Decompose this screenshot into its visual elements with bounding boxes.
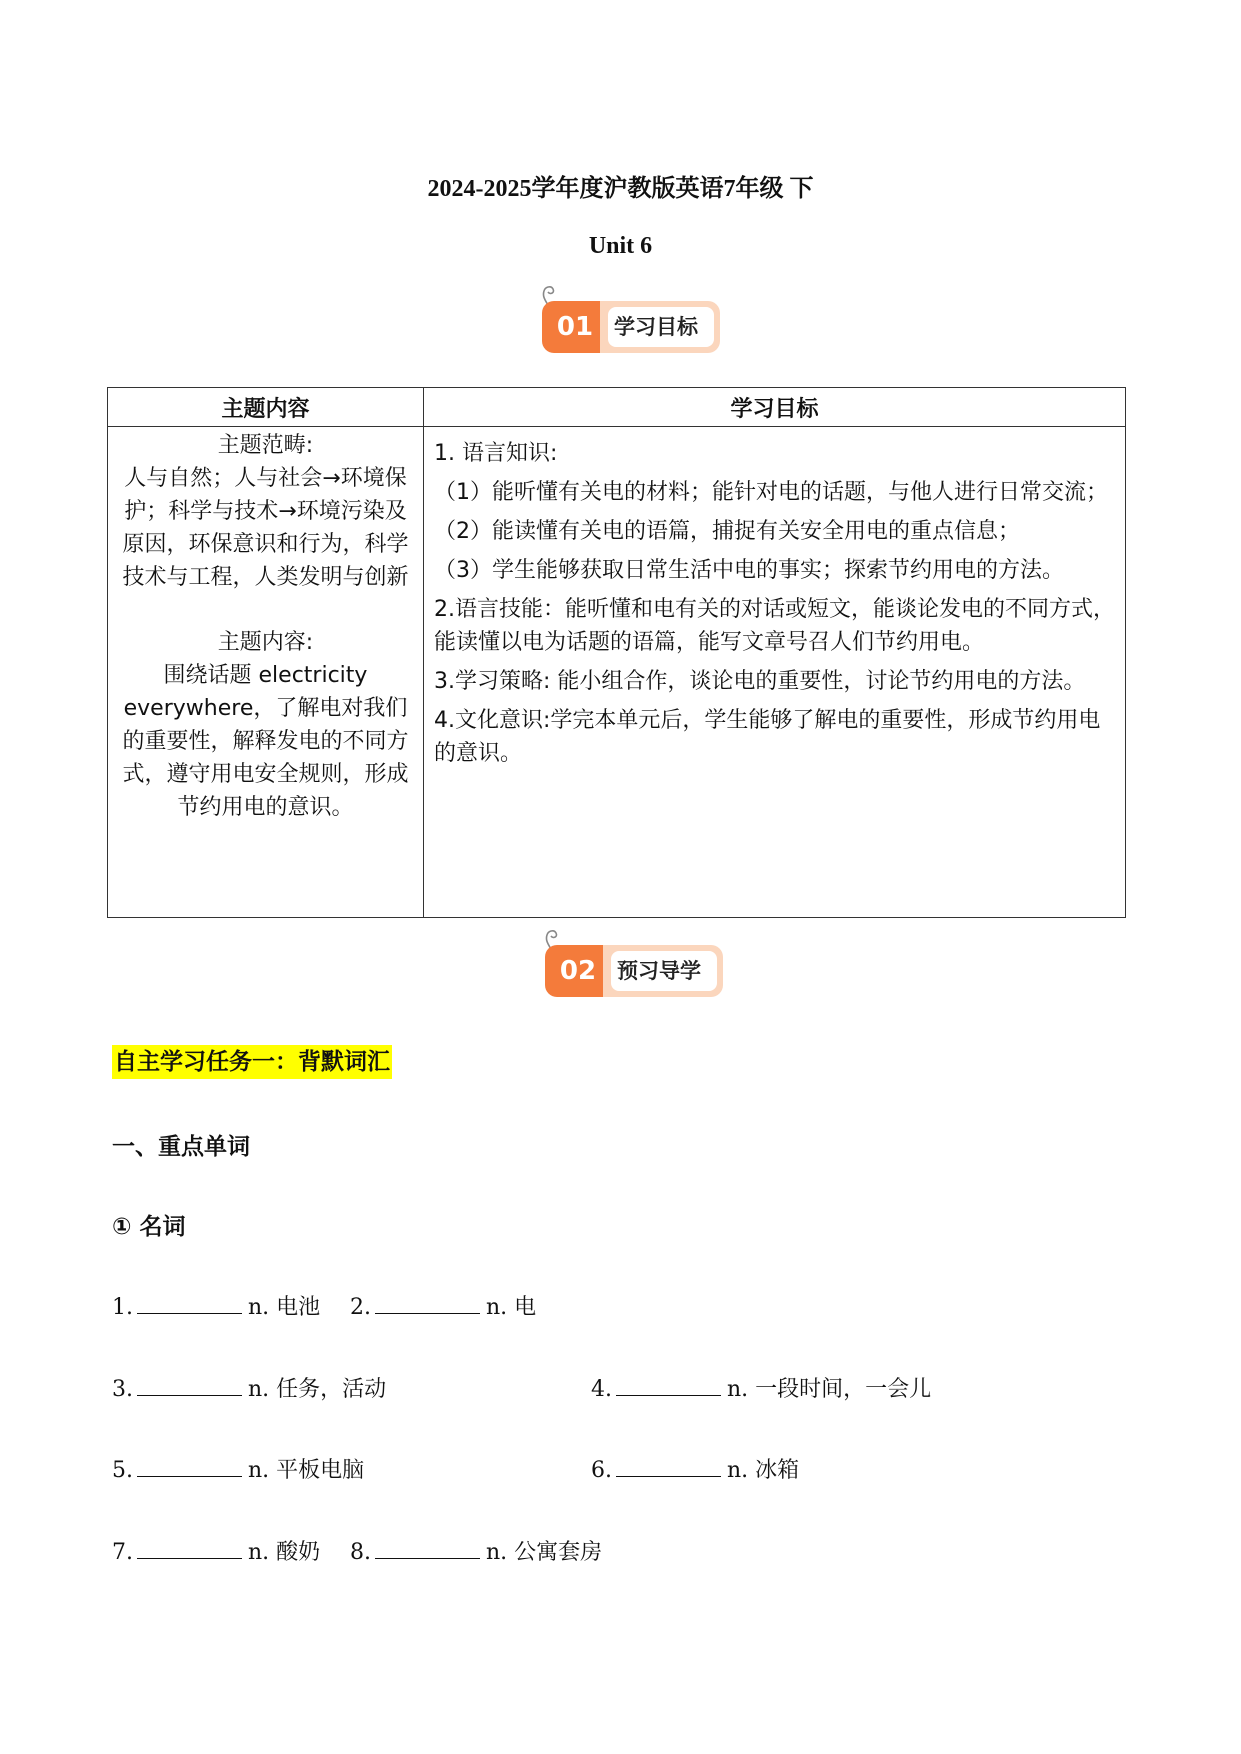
- goal-line: 2.语言技能：能听懂和电有关的对话或短文，能谈论发电的不同方式，能读懂以电为话题的语篇，能写文章号召人们节约用电。: [434, 597, 1115, 655]
- section-badge-preview: [541, 927, 731, 997]
- section-label: 预习导学: [611, 951, 717, 991]
- vocab-item: 6. n. 冰箱: [591, 1453, 799, 1484]
- answer-blank[interactable]: [137, 1291, 242, 1314]
- content-title: 主题内容:: [217, 630, 314, 655]
- vocab-item: 7. n. 酸奶: [112, 1535, 320, 1566]
- vocab-item: 2. n. 电: [350, 1290, 536, 1321]
- task-heading: 自主学习任务一：背默词汇: [112, 1045, 392, 1079]
- section-label: 学习目标: [608, 307, 714, 347]
- vocab-item: 4. n. 一段时间，一会儿: [591, 1372, 931, 1403]
- section-badge-objectives: [538, 283, 728, 353]
- section-number: 01: [542, 301, 608, 353]
- answer-blank[interactable]: [616, 1454, 721, 1477]
- goal-line: （1）能听懂有关电的材料；能针对电的话题，与他人进行日常交流；: [434, 480, 1108, 505]
- scope-text: 人与自然；人与社会→环境保护；科学与技术→环境污染及原因，环保意识和行为，科学技术与工程，人类发明与创新: [122, 466, 409, 590]
- vocab-item: 3. n. 任务，活动: [112, 1372, 386, 1403]
- theme-cell: [108, 427, 424, 918]
- answer-blank[interactable]: [137, 1536, 242, 1559]
- unit-title: Unit 6: [588, 233, 653, 259]
- answer-blank[interactable]: [137, 1373, 242, 1396]
- scope-title: 主题范畴:: [217, 433, 314, 458]
- table-header-goals: 学习目标: [424, 388, 1126, 427]
- goal-line: （3）学生能够获取日常生活中电的事实；探索节约用电的方法。: [434, 558, 1064, 583]
- goals-cell: [424, 427, 1126, 918]
- answer-blank[interactable]: [375, 1291, 480, 1314]
- vocab-item: 1. n. 电池: [112, 1290, 320, 1321]
- table-header-theme: 主题内容: [108, 388, 424, 427]
- section-number: 02: [545, 945, 611, 997]
- heading-nouns: ① 名词: [112, 1214, 186, 1240]
- vocab-item: 8. n. 公寓套房: [350, 1535, 602, 1566]
- objectives-table: [107, 387, 1126, 918]
- goal-line: 4.文化意识:学完本单元后，学生能够了解电的重要性，形成节约用电的意识。: [434, 708, 1101, 766]
- answer-blank[interactable]: [616, 1373, 721, 1396]
- answer-blank[interactable]: [375, 1536, 480, 1559]
- goal-line: 3.学习策略: 能小组合作，谈论电的重要性，讨论节约用电的方法。: [434, 669, 1086, 694]
- content-text: 围绕话题 electricity everywhere，了解电对我们的重要性，解释发电的不同方式，遵守用电安全规则，形成节约用电的意识。: [122, 663, 409, 820]
- goal-line: （2）能读懂有关电的语篇，捕捉有关安全用电的重点信息；: [434, 519, 1020, 544]
- goal-line: 1. 语言知识:: [434, 441, 558, 466]
- vocab-item: 5. n. 平板电脑: [112, 1453, 364, 1484]
- answer-blank[interactable]: [137, 1454, 242, 1477]
- heading-key-words: 一、重点单词: [112, 1134, 250, 1160]
- document-title: 2024-2025学年度沪教版英语7年级 下: [427, 176, 814, 202]
